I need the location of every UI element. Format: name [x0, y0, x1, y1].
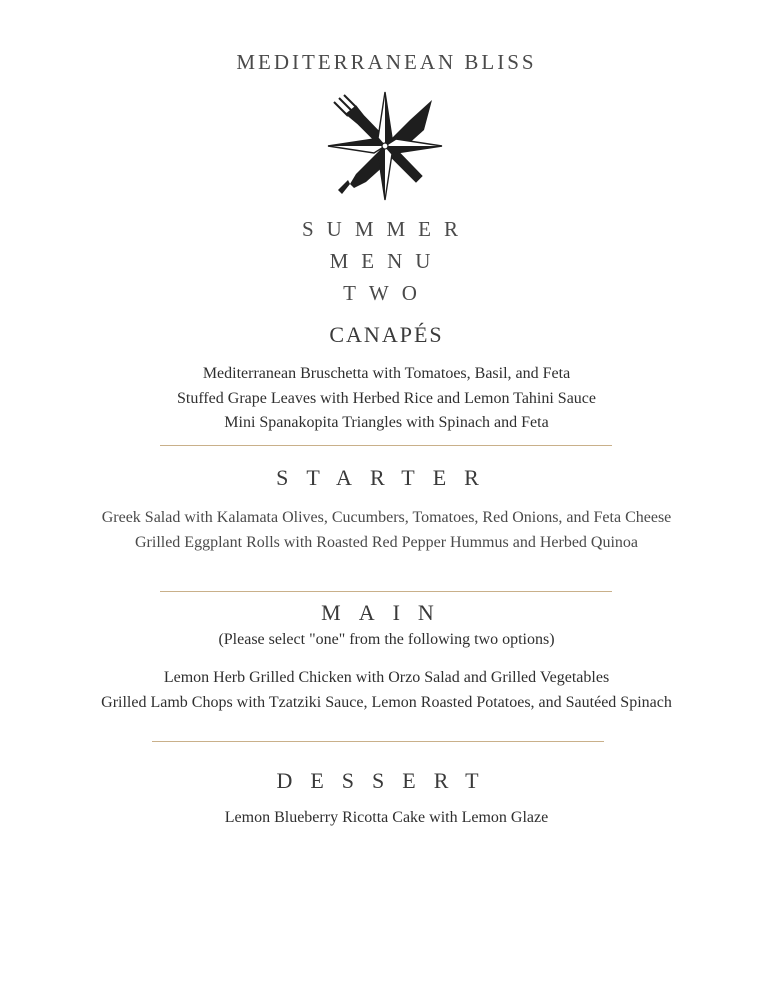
dessert-item-1: Lemon Blueberry Ricotta Cake with Lemon Glaze — [224, 809, 549, 826]
main-item-1: Lemon Herb Grilled Chicken with Orzo Salad and Grilled Vegetables — [163, 669, 610, 686]
starter-item-2: Grilled Eggplant Rolls with Roasted Red Pepper Hummus and Herbed Quinoa — [134, 534, 639, 551]
canapes-item-3: Mini Spanakopita Triangles with Spinach and Feta — [224, 414, 549, 431]
compass-star-cutlery-icon — [326, 90, 444, 202]
section-title-canapes: CANAPÉS — [329, 322, 444, 347]
brand-name: MEDITERRANEAN BLISS — [236, 50, 537, 74]
menu-title-line-1: SUMMER — [301, 217, 472, 241]
canapes-item-1: Mediterranean Bruschetta with Tomatoes, Basil, and Feta — [202, 365, 571, 382]
menu-title-line-2: MENU — [329, 249, 444, 273]
main-selection-note: (Please select "one" from the following two options) — [218, 631, 555, 648]
section-title-main: MAIN — [321, 600, 452, 625]
starter-item-1: Greek Salad with Kalamata Olives, Cucumbers, Tomatoes, Red Onions, and Feta Cheese — [101, 509, 672, 526]
section-title-dessert: DESSERT — [276, 768, 497, 793]
divider-canapes — [160, 445, 612, 446]
menu-title-line-3: TWO — [343, 281, 430, 305]
main-item-2: Grilled Lamb Chops with Tzatziki Sauce, Lemon Roasted Potatoes, and Sautéed Spinach — [101, 694, 672, 711]
canapes-item-2: Stuffed Grape Leaves with Herbed Rice and Lemon Tahini Sauce — [176, 390, 597, 407]
divider-starter — [160, 591, 612, 592]
divider-main — [152, 741, 604, 742]
section-title-starter: STARTER — [276, 465, 497, 490]
